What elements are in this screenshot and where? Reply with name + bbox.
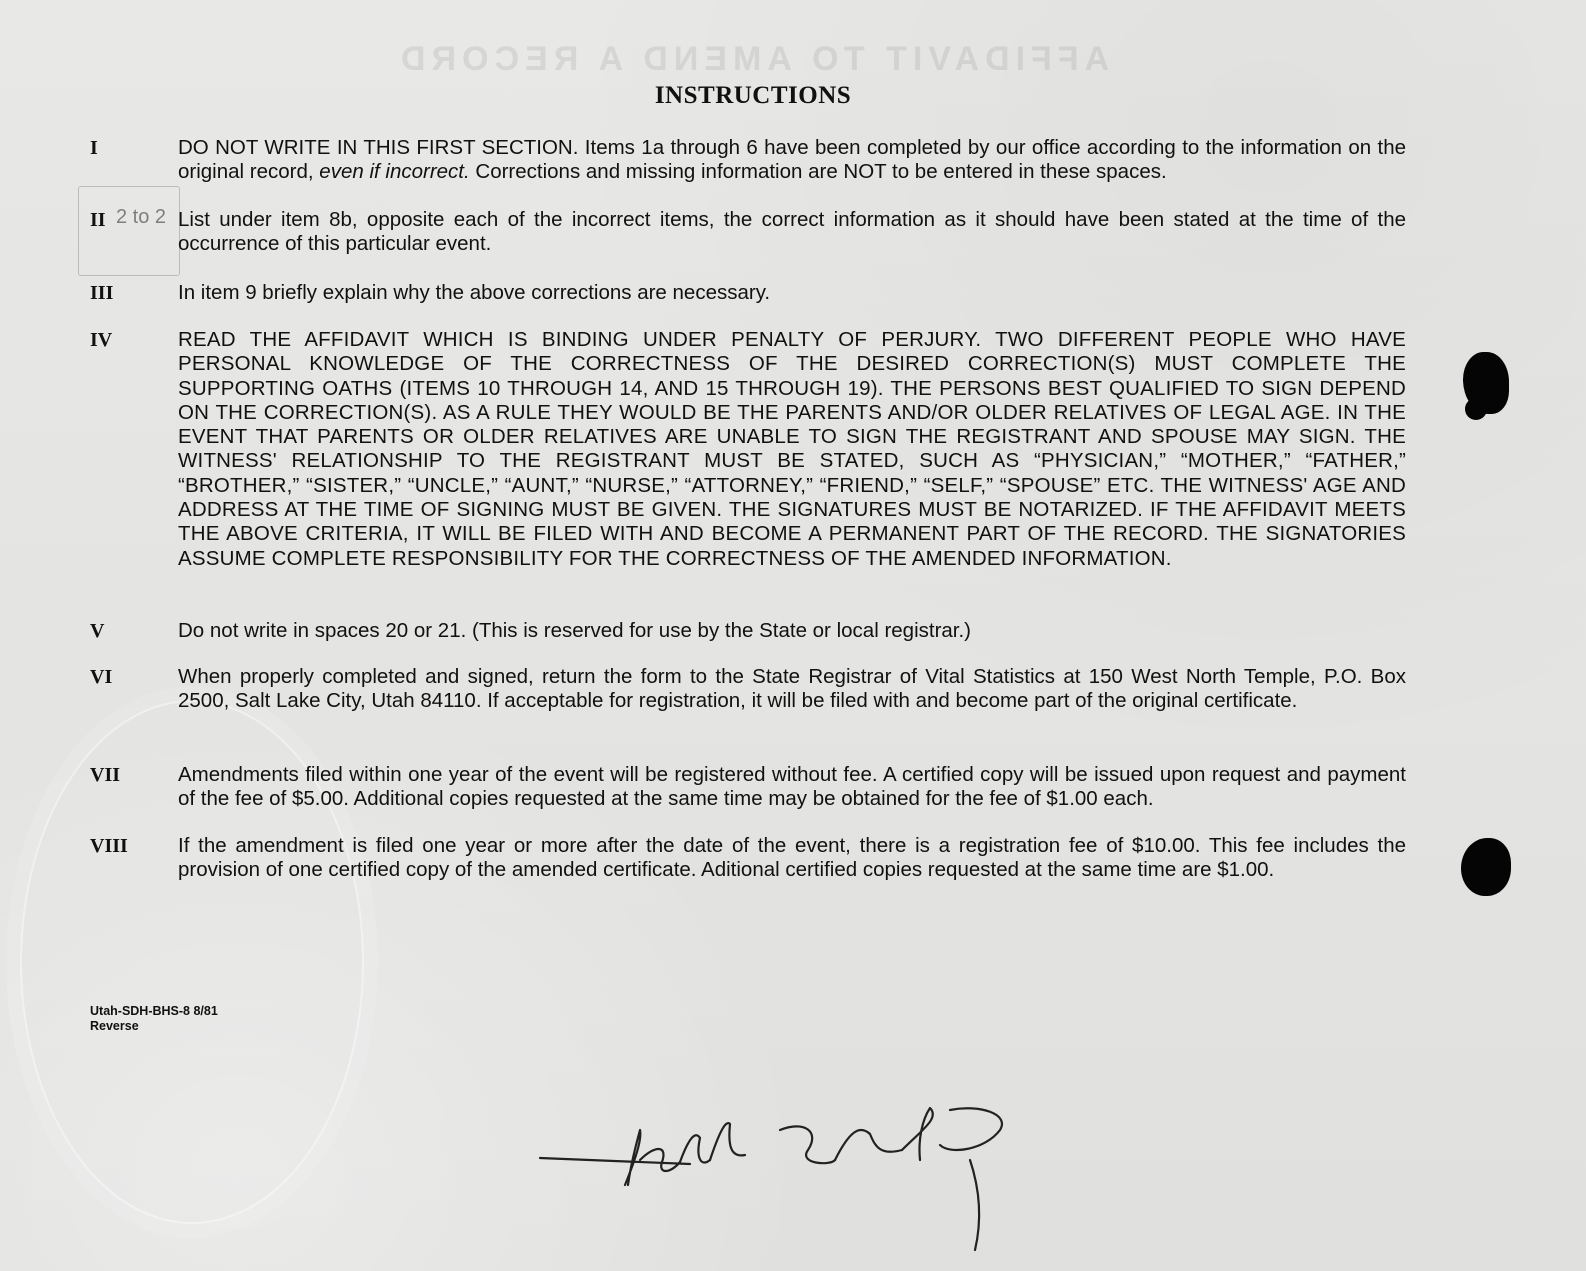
stamp-marks: 2 to 2 xyxy=(116,206,167,228)
item-text: READ THE AFFIDAVIT WHICH IS BINDING UNDER PENALTY OF PERJURY. TWO DIFFERENT PEOPLE WHO HAVE PERSONAL KNOWLEDGE OF THE CORRECTNESS OF THE DESIRED CORRECTION(S) MUST COMPLETE THE SUPPORTING OATHS (ITEMS 10 THROUGH 14, AND 15 THROUGH 19). THE PERSONS BEST QUALIFIED TO SIGN DEPEND ON THE CORRECTION(S). AS A RULE THEY WOULD BE THE PARENTS AND/OR OLDER RELATIVES OF LEGAL AGE. IN THE EVENT THAT PARENTS OR OLDER RELATIVES ARE UNABLE TO SIGN THE REGISTRANT AND SPOUSE MAY SIGN. THE WITNESS' RELATIONSHIP TO THE REGISTRANT MUST BE STATED, SUCH AS “PHYSICIAN,” “MOTHER,” “FATHER,” “BROTHER,” “SISTER,” “UNCLE,” “AUNT,” “NURSE,” “ATTORNEY,” “FRIEND,” “SELF,” “SPOUSE” ETC. THE WITNESS' AGE AND ADDRESS AT THE TIME OF SIGNING MUST BE GIVEN. THE SIGNATURES MUST BE NOTARIZED. IF THE AFFIDAVIT MEETS THE ABOVE CRITERIA, IT WILL BE FILED WITH AND BECOME A PERMANENT PART OF THE RECORD. THE SIGNATORIES ASSUME COMPLETE RESPONSIBILITY FOR THE CORRECTNESS OF THE AMENDED INFORMATION. xyxy=(178,328,1406,570)
item-number: I xyxy=(90,137,98,159)
signature-stroke-4 xyxy=(680,1135,710,1162)
item-number: VIII xyxy=(90,835,128,857)
form-id-line-1: Utah-SDH-BHS-8 8/81 xyxy=(90,1004,218,1018)
item-text: In item 9 briefly explain why the above corrections are necessary. xyxy=(178,281,771,304)
signature-stroke-8 xyxy=(902,1108,933,1160)
signature-stroke-9 xyxy=(940,1108,1002,1150)
item-text: Amendments filed within one year of the event will be registered without fee. A certified copy will be issued upon request and payment of the fee of $5.00. Additional copies requested at the same time may be obtained for the fee of $1.00 each. xyxy=(178,763,1406,811)
signature-stroke-2 xyxy=(625,1130,640,1185)
item-number: IV xyxy=(90,329,113,351)
item-text: If the amendment is filed one year or more after the date of the event, there is a registration fee of $10.00. This fee includes the provision of one certified copy of the amended certificate. Aditional certified copies requested at the same time are $1.00. xyxy=(178,834,1406,882)
item-number: II xyxy=(90,209,106,231)
item-text: List under item 8b, opposite each of the incorrect items, the correct information as it should have been stated at the time of the occurrence of this particular event. xyxy=(178,208,1406,256)
page-title: INSTRUCTIONS xyxy=(654,82,852,109)
signature-stroke-1 xyxy=(540,1158,690,1164)
hole-punch-top-tail xyxy=(1465,398,1487,420)
item-number: V xyxy=(90,620,105,642)
form-id-line-2: Reverse xyxy=(90,1019,139,1033)
hole-punch-bottom xyxy=(1461,838,1511,896)
signature-stroke-7 xyxy=(835,1130,902,1160)
item-text: When properly completed and signed, return the form to the State Registrar of Vital Statistics at 150 West North Temple, P.O. Box 2500, Salt Lake City, Utah 84110. If acceptable for registration, it will be filed with and become part of the original certificate. xyxy=(178,665,1406,713)
signature xyxy=(530,1100,1050,1270)
item-text: DO NOT WRITE IN THIS FIRST SECTION. Items 1a through 6 have been completed by our office according to the information on the original record, even if incorrect. Corrections and missing information are NOT to be entered in these spaces. xyxy=(178,136,1406,184)
item-number: III xyxy=(90,282,114,304)
form-identifier xyxy=(90,1004,218,1034)
item-number: VI xyxy=(90,666,113,688)
signature-stroke-3 xyxy=(640,1149,680,1171)
signature-stroke-5 xyxy=(710,1123,745,1160)
signature-stroke-6 xyxy=(780,1126,835,1163)
bleed-through-heading: AFFIDAVIT TO AMEND A RECORD xyxy=(395,40,1110,78)
signature-stroke-10 xyxy=(970,1160,979,1250)
item-text: Do not write in spaces 20 or 21. (This is reserved for use by the State or local registrar.) xyxy=(178,619,972,642)
item-number: VII xyxy=(90,764,121,786)
